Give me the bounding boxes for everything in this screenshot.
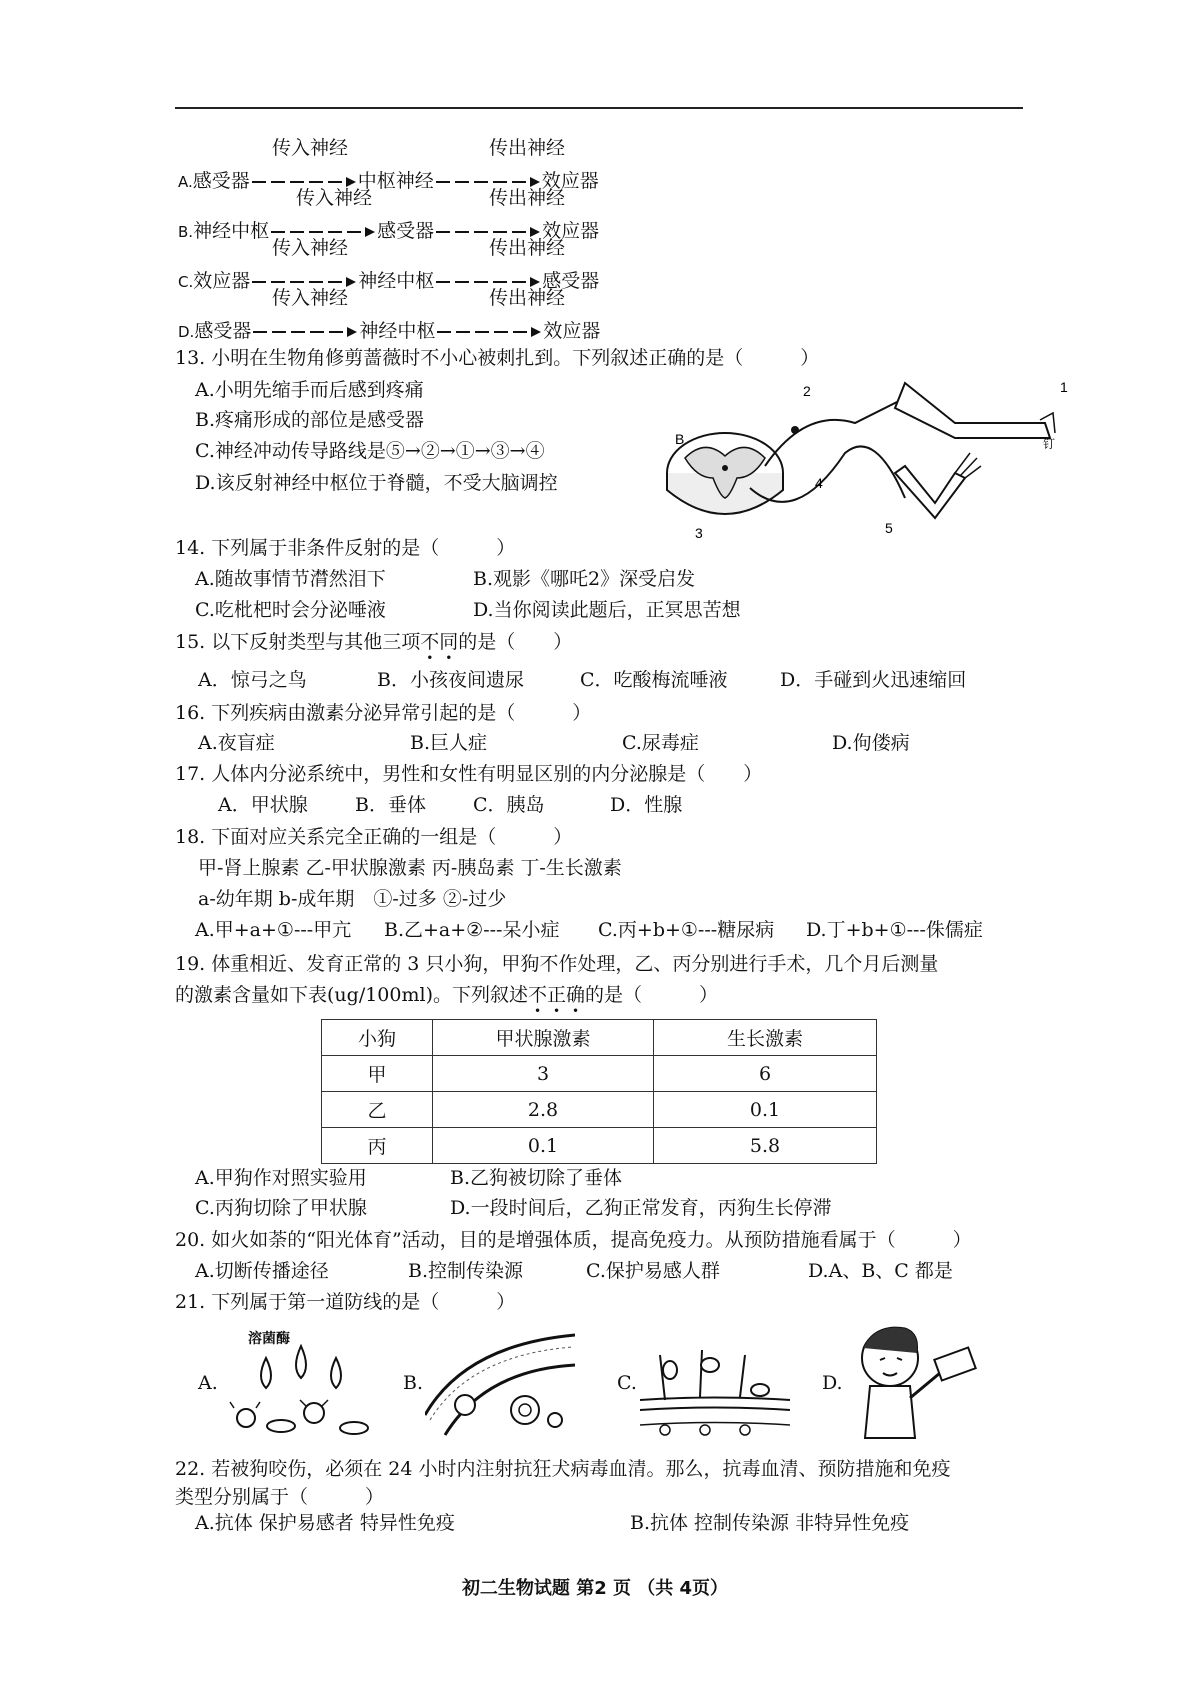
flow-arrow-2-icon [435, 320, 543, 342]
q18-option-b: B.乙+a+②---呆小症 [384, 919, 560, 941]
q19-option-c: C.丙狗切除了甲状腺 [195, 1197, 367, 1219]
flow-node-end: 效应器 [542, 220, 600, 242]
q21-picture-c-skin-icon [640, 1325, 790, 1440]
q19-option-a: A.甲狗作对照实验用 [195, 1167, 367, 1189]
reflex-arc-figure [655, 378, 1070, 553]
header-rule [175, 107, 1023, 109]
svg-text:5: 5 [885, 520, 893, 536]
flow-node-end: 感受器 [542, 270, 600, 292]
flow-node-middle: 神经中枢 [358, 270, 435, 292]
flow-node-start: 神经中枢 [193, 220, 270, 242]
table-cell: 甲 [322, 1056, 433, 1092]
q20-option-b: B.控制传染源 [408, 1260, 524, 1282]
q17-option-d: D．性腺 [610, 794, 683, 816]
q18-line1: 甲-肾上腺素 乙-甲状腺激素 丙-胰岛素 丁-生长激素 [198, 857, 622, 879]
flow-option-letter: A. [178, 173, 193, 191]
flow-label-efferent: 传出神经 [489, 187, 566, 209]
flow-label-afferent: 传入神经 [272, 237, 349, 259]
flow-node-middle: 中枢神经 [357, 170, 434, 192]
svg-text:3: 3 [695, 525, 703, 541]
q15-option-a: A．惊弓之鸟 [198, 669, 307, 691]
lysozyme-caption: 溶菌酶 [248, 1331, 290, 1347]
q14-option-b: B.观影《哪吒2》深受启发 [473, 568, 696, 590]
q14-stem: 14. 下列属于非条件反射的是（ ） [175, 537, 516, 559]
table-header: 小狗 [322, 1020, 433, 1056]
q19-stem-line1: 19. 体重相近、发育正常的 3 只小狗，甲狗不作处理，乙、丙分别进行手术，几个月后测量 [175, 953, 939, 975]
q17-option-c: C．胰岛 [473, 794, 545, 816]
flow-option-letter: B. [178, 223, 194, 241]
table-cell: 3 [433, 1056, 654, 1092]
table-cell: 0.1 [654, 1092, 877, 1128]
flow-node-middle: 感受器 [377, 220, 435, 242]
q22-stem-line2: 类型分别属于（ ） [175, 1486, 385, 1508]
q15-stem: 15. 以下反射类型与其他三项不同的是（ ） [175, 631, 573, 653]
flow-label-efferent: 传出神经 [489, 287, 566, 309]
q21-picture-d-child-vaccine-icon [845, 1318, 980, 1443]
flow-option-letter: D. [178, 323, 195, 341]
q16-option-a: A.夜盲症 [198, 732, 275, 754]
table-cell: 2.8 [433, 1092, 654, 1128]
flow-label-afferent: 传入神经 [272, 287, 349, 309]
table-cell: 乙 [322, 1092, 433, 1128]
flow-node-start: 效应器 [193, 270, 251, 292]
table-cell: 6 [654, 1056, 877, 1092]
q13-option-b: B.疼痛形成的部位是感受器 [195, 409, 425, 431]
table-header: 甲状腺激素 [433, 1020, 654, 1056]
q13-option-c: C.神经冲动传导路线是⑤→②→①→③→④ [195, 440, 545, 462]
q18-option-c: C.丙+b+①---糖尿病 [598, 919, 775, 941]
ganglion [791, 426, 799, 434]
q21-stem: 21. 下列属于第一道防线的是（ ） [175, 1291, 516, 1313]
lysozyme-drops-icon [226, 1338, 386, 1443]
q15-option-b: B．小孩夜间遗尿 [377, 669, 524, 691]
q17-stem: 17. 人体内分泌系统中，男性和女性有明显区别的内分泌腺是（ ） [175, 763, 763, 785]
page-footer: 初二生物试题 第2 页 （共 4页） [461, 1578, 729, 1599]
q14-option-c: C.吃枇杷时会分泌唾液 [195, 599, 386, 621]
flow-node-start: 感受器 [194, 320, 252, 342]
svg-text:钉: 钉 [1043, 437, 1056, 451]
q16-option-d: D.佝偻病 [832, 732, 910, 754]
q22-option-a: A.抗体 保护易感者 特异性免疫 [195, 1512, 455, 1534]
flow-node-end: 效应器 [541, 170, 599, 192]
svg-text:2: 2 [803, 383, 811, 399]
q15-option-c: C．吃酸梅流唾液 [580, 669, 728, 691]
flow-arrow-1-icon [251, 320, 359, 342]
svg-text:4: 4 [815, 475, 823, 491]
q21-label-b: B. [403, 1372, 424, 1394]
q18-stem: 18. 下面对应关系完全正确的一组是（ ） [175, 826, 573, 848]
q19-option-d: D.一段时间后，乙狗正常发育，丙狗生长停滞 [450, 1197, 832, 1219]
q21-label-c: C. [617, 1372, 637, 1394]
q14-option-d: D.当你阅读此题后，正冥思苦想 [473, 599, 741, 621]
table-row [322, 1056, 877, 1092]
q13-option-d: D.该反射神经中枢位于脊髓，不受大脑调控 [195, 472, 558, 494]
spinal-cord-section [667, 433, 783, 514]
q21-label-d: D. [822, 1372, 843, 1394]
q20-stem: 20. 如火如荼的“阳光体育”活动，目的是增强体质，提高免疫力。从预防措施看属于（ ） [175, 1229, 972, 1251]
flow-label-efferent: 传出神经 [489, 137, 566, 159]
flow-label-afferent: 传入神经 [272, 137, 349, 159]
flow-node-start: 感受器 [192, 170, 250, 192]
q18-option-d: D.丁+b+①---侏儒症 [806, 919, 983, 941]
hormone-table [321, 1019, 877, 1164]
svg-text:B: B [675, 431, 685, 447]
q22-stem-line1: 22. 若被狗咬伤，必须在 24 小时内注射抗狂犬病毒血清。那么，抗毒血清、预防措施和免疫 [175, 1458, 951, 1480]
upper-arm [895, 383, 1050, 438]
flow-label-afferent: 传入神经 [296, 187, 373, 209]
flow-node-middle: 神经中枢 [359, 320, 436, 342]
flow-label-efferent: 传出神经 [489, 237, 566, 259]
q16-option-c: C.尿毒症 [622, 732, 699, 754]
q17-option-a: A．甲状腺 [218, 794, 308, 816]
table-header: 生长激素 [654, 1020, 877, 1056]
table-cell: 丙 [322, 1128, 433, 1164]
q19-option-b: B.乙狗被切除了垂体 [450, 1167, 623, 1189]
lower-arm [895, 466, 965, 518]
q19-stem-line2: 的激素含量如下表(ug/100ml)。下列叙述不正确的是（ ） [175, 984, 719, 1006]
table-row [322, 1128, 877, 1164]
flow-node-end: 效应器 [543, 320, 601, 342]
table-cell: 0.1 [433, 1128, 654, 1164]
flow-row [178, 316, 600, 343]
q21-label-a: A. [198, 1372, 218, 1394]
q13-option-a: A.小明先缩手而后感到疼痛 [195, 379, 424, 401]
q14-option-a: A.随故事情节潸然泪下 [195, 568, 386, 590]
q13-stem: 13. 小明在生物角修剪蔷薇时不小心被刺扎到。下列叙述正确的是（ ） [175, 347, 820, 369]
q18-option-a: A.甲+a+①---甲亢 [195, 919, 352, 941]
q18-line2: a-幼年期 b-成年期 ①-过多 ②-过少 [198, 888, 507, 910]
table-header-row [322, 1020, 877, 1056]
q15-option-d: D．手碰到火迅速缩回 [780, 669, 967, 691]
q16-option-b: B.巨人症 [410, 732, 488, 754]
q17-option-b: B．垂体 [355, 794, 426, 816]
afferent-nerve [765, 398, 905, 466]
table-cell: 5.8 [654, 1128, 877, 1164]
q22-option-b: B.抗体 控制传染源 非特异性免疫 [630, 1512, 910, 1534]
svg-text:1: 1 [1060, 379, 1068, 395]
q20-option-d: D.A、B、C 都是 [808, 1260, 953, 1282]
table-row [322, 1092, 877, 1128]
q21-picture-b-blood-vessel-icon [425, 1325, 575, 1440]
flow-option-letter: C. [178, 273, 194, 291]
q16-stem: 16. 下列疾病由激素分泌异常引起的是（ ） [175, 702, 592, 724]
q20-option-c: C.保护易感人群 [586, 1260, 720, 1282]
q20-option-a: A.切断传播途径 [195, 1260, 329, 1282]
